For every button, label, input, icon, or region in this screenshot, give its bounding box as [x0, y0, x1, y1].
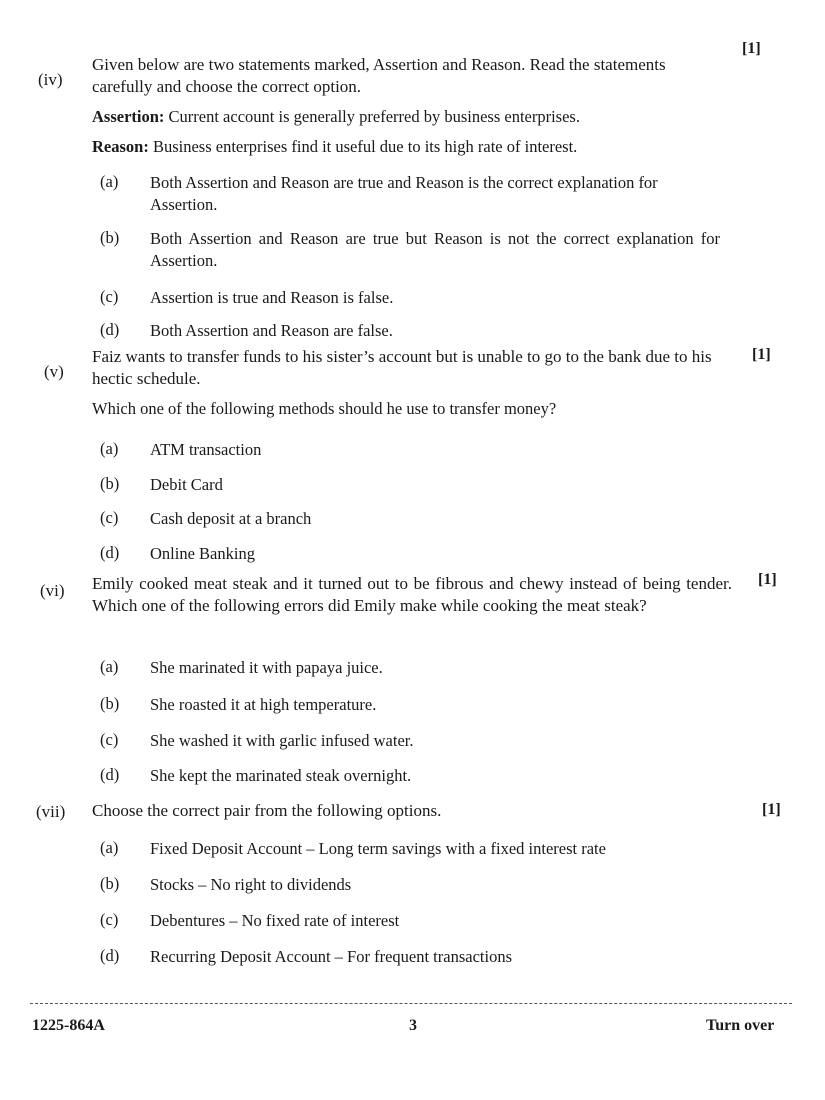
option-b [0, 474, 825, 498]
option-text: She washed it with garlic infused water. [150, 731, 414, 750]
option-text: Assertion is true and Reason is false. [150, 288, 394, 307]
option-text: ATM transaction [150, 440, 262, 459]
option-label: (d) [100, 765, 120, 784]
paper-code: 1225-864A [32, 1017, 105, 1034]
reason-text: Business enterprises find it useful due to its high rate of interest. [152, 137, 578, 156]
page-number: 3 [409, 1017, 417, 1034]
option-c [0, 730, 825, 754]
option-d [0, 946, 825, 970]
option-text: Recurring Deposit Account – For frequent transactions [150, 947, 512, 966]
option-text: She marinated it with papaya juice. [150, 658, 383, 677]
assertion [92, 107, 580, 127]
option-text: Online Banking [150, 544, 255, 563]
option-text: Both Assertion and Reason are false. [150, 321, 393, 340]
footer-divider [30, 1003, 792, 1004]
question-stem: Choose the correct pair from the following options. [92, 801, 442, 820]
question-number: (iv) [38, 70, 63, 89]
option-label: (d) [100, 320, 120, 339]
option-label: (c) [100, 508, 119, 527]
assertion-text: Current account is generally preferred by business enterprises. [168, 107, 580, 126]
option-label: (c) [100, 730, 119, 749]
assertion-label: Assertion: [92, 107, 165, 126]
option-c [0, 508, 825, 532]
question-stem: Emily cooked meat steak and it turned out to be fibrous and chewy instead of being tender. Which one of the following errors did Emily make while cooking the meat steak? [92, 574, 732, 615]
option-b [0, 228, 825, 270]
option-label: (b) [100, 694, 120, 713]
option-text: She kept the marinated steak overnight. [150, 766, 412, 785]
question-stem: Faiz wants to transfer funds to his sister’s account but is unable to go to the bank due to his hectic schedule. [92, 347, 712, 388]
option-a [0, 838, 825, 862]
marks: [1] [758, 571, 777, 588]
option-b [0, 874, 825, 898]
option-label: (b) [100, 874, 120, 893]
option-label: (a) [100, 439, 119, 458]
reason [92, 137, 577, 157]
option-d [0, 765, 825, 789]
reason-label: Reason: [92, 137, 149, 156]
option-label: (b) [100, 474, 120, 493]
option-label: (a) [100, 657, 119, 676]
option-text: Both Assertion and Reason are true but Reason is not the correct explanation for Assertion. [150, 229, 720, 270]
option-text: Stocks – No right to dividends [150, 875, 352, 894]
option-label: (c) [100, 910, 119, 929]
question-number: (vi) [40, 581, 65, 600]
marks: [1] [742, 40, 761, 57]
option-c [0, 910, 825, 934]
option-a [0, 657, 825, 681]
turn-over-label: Turn over [706, 1017, 775, 1034]
option-text: Cash deposit at a branch [150, 509, 312, 528]
option-b [0, 694, 825, 718]
option-text: Fixed Deposit Account – Long term savings with a fixed interest rate [150, 839, 606, 858]
option-d [0, 543, 825, 567]
option-a [0, 172, 825, 214]
option-a [0, 439, 825, 463]
option-label: (c) [100, 287, 119, 306]
marks: [1] [762, 801, 781, 818]
option-text: Debit Card [150, 475, 223, 494]
option-c [0, 287, 825, 311]
question-number: (v) [44, 362, 64, 381]
option-label: (d) [100, 543, 120, 562]
question-number: (vii) [36, 802, 66, 821]
question-stem-2: Which one of the following methods should he use to transfer money? [92, 399, 557, 418]
option-label: (b) [100, 228, 120, 247]
option-label: (d) [100, 946, 120, 965]
option-text: Both Assertion and Reason are true and Reason is the correct explanation for Assertion. [150, 173, 658, 214]
option-text: She roasted it at high temperature. [150, 695, 377, 714]
option-label: (a) [100, 172, 119, 191]
option-d [0, 320, 825, 344]
option-text: Debentures – No fixed rate of interest [150, 911, 400, 930]
option-label: (a) [100, 838, 119, 857]
question-stem: Given below are two statements marked, Assertion and Reason. Read the statements carefully and choose the correct option. [92, 55, 666, 96]
marks: [1] [752, 346, 771, 363]
